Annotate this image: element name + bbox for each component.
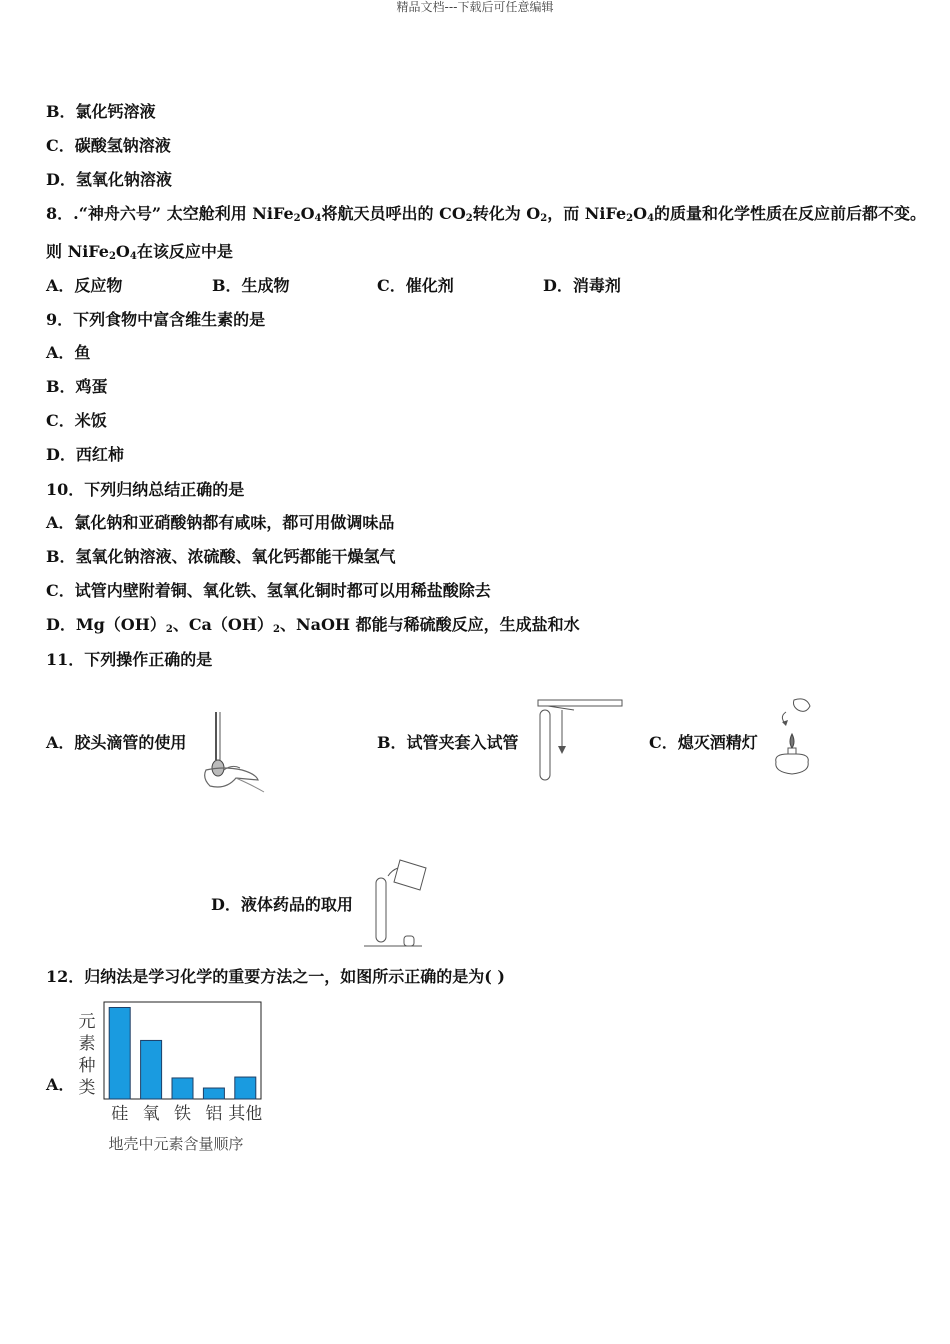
page-header: 精品文档---下载后可任意编辑 [396, 0, 554, 14]
alcohol-lamp-illustration [766, 694, 818, 778]
q9-option-b[interactable]: B．鸡蛋 [46, 377, 108, 396]
chart-bars [109, 1007, 256, 1099]
chart-bar [203, 1088, 224, 1099]
chart-x-tick-label: 铝 [205, 1104, 223, 1124]
q12-option-a[interactable]: A． [46, 1075, 75, 1094]
chart-bar [172, 1078, 193, 1099]
q9-option-d[interactable]: D．西红柿 [46, 445, 124, 464]
q10-option-c[interactable]: C．试管内壁附着铜、氧化铁、氢氧化铜时都可以用稀盐酸除去 [46, 581, 491, 600]
q11-option-a[interactable]: A．胶头滴管的使用 [46, 733, 187, 752]
q9-option-c[interactable]: C．米饭 [46, 411, 107, 430]
q8-option-a[interactable]: A．反应物 [46, 276, 123, 295]
chart-ylabel-char: 类 [78, 1078, 96, 1098]
chart-x-tick-label: 铁 [174, 1104, 191, 1124]
chart-ylabel [79, 1012, 96, 1098]
q11-option-b[interactable]: B．试管夹套入试管 [377, 733, 519, 752]
q8-option-b[interactable]: B．生成物 [212, 276, 290, 295]
chart-x-tick-label: 氧 [142, 1104, 160, 1124]
q11-option-d[interactable]: D．液体药品的取用 [211, 895, 353, 914]
q8-stem-line2: 则 $NiFe_2O_4$在该反应中是 [46, 242, 233, 262]
q7-option-b[interactable]: B．氯化钙溶液 [46, 102, 156, 121]
q7-option-c[interactable]: C．碳酸氢钠溶液 [46, 136, 171, 155]
q8-stem-line1: 8．.“神舟六号” 太空舱利用 $NiFe_2O_4$将航天员呼出的 $CO_2$转化为 $O_2$，而 $NiFe_2O_4$的质量和化学性质在反应前后都不变。 [46, 204, 927, 224]
chart-ylabel-char: 种 [78, 1056, 96, 1076]
element-abundance-chart [70, 995, 280, 1160]
q11-stem: 11．下列操作正确的是 [46, 650, 213, 669]
q9-stem: 9．下列食物中富含维生素的是 [46, 310, 266, 329]
test-tube-holder-illustration [534, 696, 624, 784]
q10-stem: 10．下列归纳总结正确的是 [46, 480, 245, 499]
q12-stem: 12．归纳法是学习化学的重要方法之一，如图所示正确的是为( ) [46, 967, 505, 986]
chart-x-tick-label: 其他 [228, 1104, 263, 1124]
q10-option-b[interactable]: B．氢氧化钠溶液、浓硫酸、氧化钙都能干燥氢气 [46, 547, 396, 566]
q10-option-a[interactable]: A．氯化钠和亚硝酸钠都有咸味，都可用做调味品 [46, 513, 395, 532]
q9-option-a[interactable]: A．鱼 [46, 343, 91, 362]
chart-bar [235, 1077, 256, 1099]
q10-option-d[interactable]: D．$Mg(OH)_2$、$Ca(OH)_2$、NaOH 都能与稀硫酸反应，生成盐和水 [46, 615, 580, 635]
chart-x-tick-label: 硅 [111, 1104, 129, 1124]
q8-option-c[interactable]: C．催化剂 [377, 276, 454, 295]
chart-bar [109, 1007, 130, 1099]
dropper-illustration [196, 708, 268, 796]
chart-ylabel-char: 元 [78, 1012, 96, 1032]
chart-caption: 地壳中元素含量顺序 [108, 1135, 244, 1153]
q11-option-c[interactable]: C．熄灭酒精灯 [649, 733, 758, 752]
pouring-liquid-illustration [362, 856, 430, 952]
chart-bar [141, 1040, 162, 1099]
chart-x-ticks [111, 1103, 262, 1124]
q8-option-d[interactable]: D．消毒剂 [543, 276, 621, 295]
chart-ylabel-char: 素 [78, 1034, 96, 1054]
q7-option-d[interactable]: D．氢氧化钠溶液 [46, 170, 172, 189]
